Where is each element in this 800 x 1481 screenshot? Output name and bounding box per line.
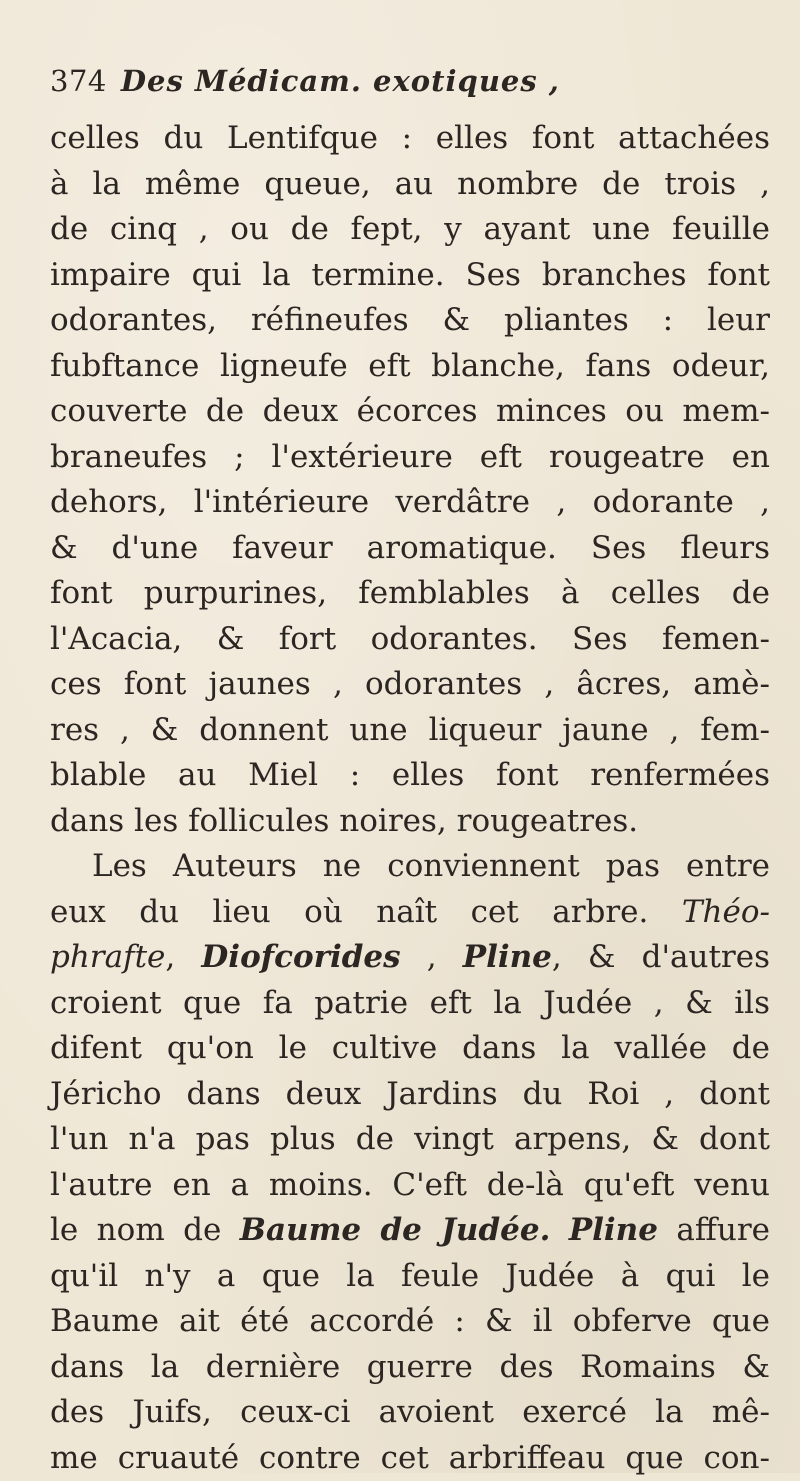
text-line: dehors, l'intérieure verdâtre , odorante , xyxy=(50,480,770,526)
text-run xyxy=(550,1212,568,1248)
text-run: affure xyxy=(658,1212,770,1248)
text-line: impaire qui la termine. Ses branches font xyxy=(50,253,770,299)
text-line: blable au Miel : elles font renfermées xyxy=(50,753,770,799)
text-line xyxy=(50,890,770,936)
text-line: Les Auteurs ne conviennent pas entre xyxy=(50,844,770,890)
text-line: Jéricho dans deux Jardins du Roi , dont xyxy=(50,1072,770,1118)
text-line: res , & donnent une liqueur jaune , fem- xyxy=(50,708,770,754)
text-line xyxy=(50,1208,770,1254)
text-line: celles du Lentifque : elles font attachées xyxy=(50,116,770,162)
text-line: dans les follicules noires, rougeatres. xyxy=(50,799,770,845)
text-run: , xyxy=(401,939,463,975)
text-line: de cinq , ou de fept, y ayant une feuille xyxy=(50,207,770,253)
text-line: des Juifs, ceux-ci avoient exercé la mê- xyxy=(50,1390,770,1436)
text-run: eux du lieu où naît cet arbre. xyxy=(50,894,682,930)
page-header xyxy=(50,64,770,116)
text-line: font purpurines, femblables à celles de xyxy=(50,571,770,617)
text-line: à la même queue, au nombre de trois , xyxy=(50,162,770,208)
text-line: l'un n'a pas plus de vingt arpens, & dont xyxy=(50,1117,770,1163)
text-line: l'Acacia, & fort odorantes. Ses femen- xyxy=(50,617,770,663)
text-line: fubftance ligneufe eft blanche, fans odeur, xyxy=(50,344,770,390)
text-line: me cruauté contre cet arbriffeau que con- xyxy=(50,1436,770,1481)
running-head: Des Médicam. exotiques , xyxy=(121,64,560,98)
author-name: phrafte xyxy=(50,939,165,975)
text-line: dans la dernière guerre des Romains & xyxy=(50,1345,770,1391)
text-line: couverte de deux écorces minces ou mem- xyxy=(50,389,770,435)
text-line: qu'il n'y a que la feule Judée à qui le xyxy=(50,1254,770,1300)
text-run: , xyxy=(165,939,201,975)
text-line: l'autre en a moins. C'eft de-là qu'eft venu xyxy=(50,1163,770,1209)
text-line xyxy=(50,935,770,981)
emphasized-term: Baume de Judée. xyxy=(240,1212,551,1248)
page-text xyxy=(50,64,770,1481)
text-line: & d'une faveur aromatique. Ses fleurs xyxy=(50,526,770,572)
page-number: 374 xyxy=(50,64,107,98)
text-line: odorantes, réfineufes & pliantes : leur xyxy=(50,298,770,344)
text-line: Baume ait été accordé : & il obferve que xyxy=(50,1299,770,1345)
author-name: Diofcorides xyxy=(201,939,400,975)
text-run: , & d'autres xyxy=(552,939,770,975)
text-line: difent qu'on le cultive dans la vallée de xyxy=(50,1026,770,1072)
author-name: Pline xyxy=(463,939,552,975)
text-line: ces font jaunes , odorantes , âcres, amè- xyxy=(50,662,770,708)
paragraph-1 xyxy=(50,116,770,844)
author-name: Pline xyxy=(569,1212,658,1248)
text-line: croient que fa patrie eft la Judée , & ils xyxy=(50,981,770,1027)
text-line: braneufes ; l'extérieure eft rougeatre en xyxy=(50,435,770,481)
paragraph-2 xyxy=(50,844,770,1481)
text-run: le nom de xyxy=(50,1212,240,1248)
author-name: Théo- xyxy=(682,894,770,930)
